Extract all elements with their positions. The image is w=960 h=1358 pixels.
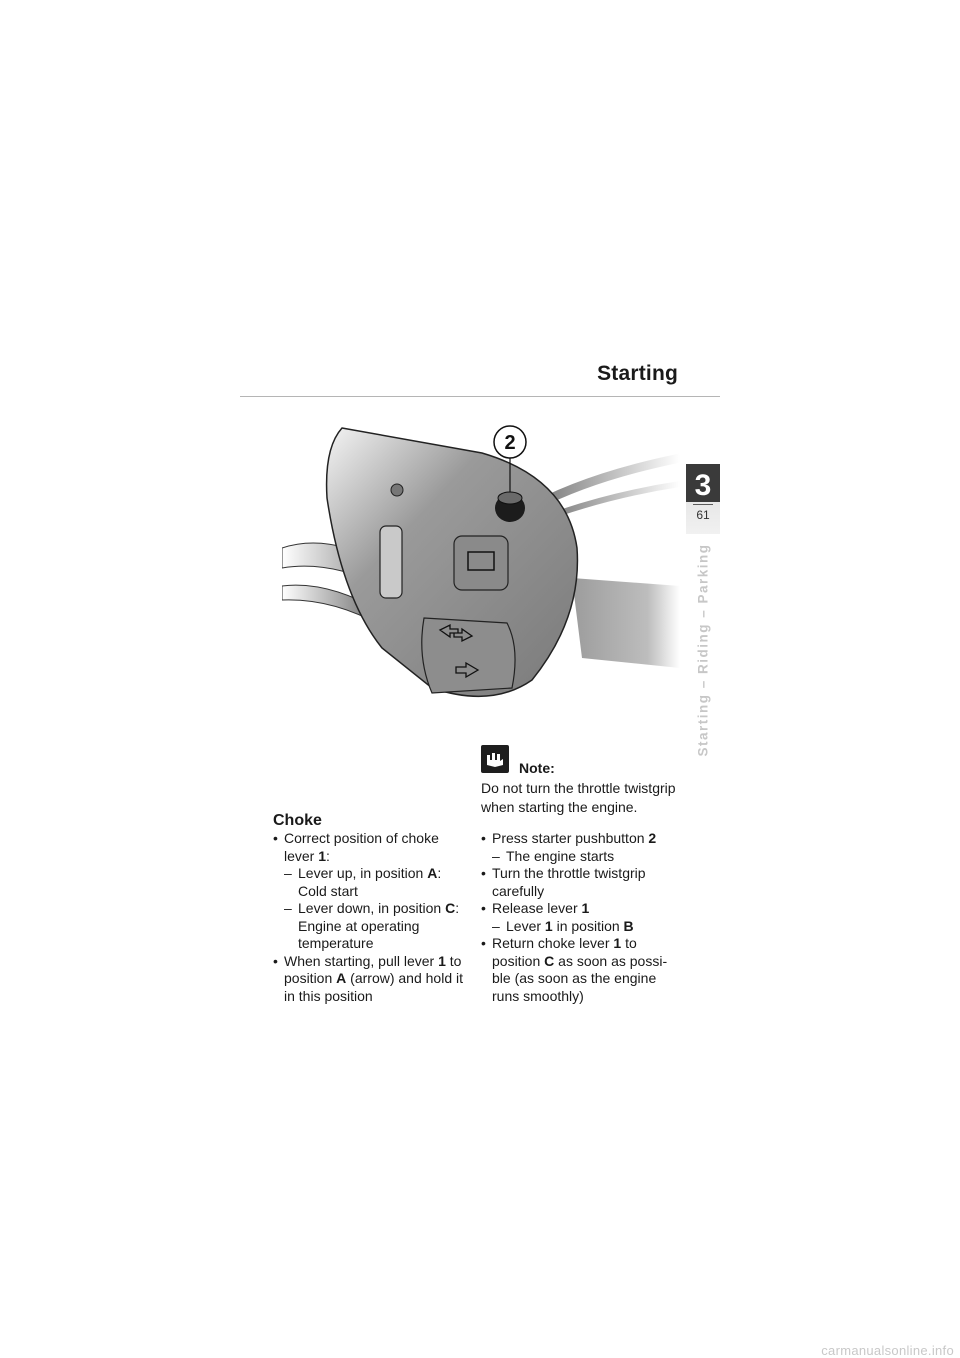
note-hand-icon — [481, 745, 509, 773]
list-item-cont: carefully — [492, 882, 545, 899]
list-item — [481, 935, 691, 953]
list-text: Correct position of choke — [284, 830, 439, 846]
list-text: Lever — [506, 917, 545, 934]
list-item-cont — [273, 970, 473, 988]
list-text: lever — [284, 847, 319, 864]
list-text: to — [621, 935, 637, 951]
list-item-cont: ble (as soon as the engine — [492, 970, 657, 986]
list-text: position — [284, 970, 337, 986]
note-text: Do not turn the throttle twistgrip when starting the engine. — [481, 780, 676, 815]
list-text: in position — [552, 917, 624, 934]
list-text: Return choke lever — [492, 935, 614, 951]
grip — [572, 578, 680, 668]
list-text: : — [437, 865, 442, 881]
ref-letter: C — [445, 900, 456, 916]
ref-number: 1 — [544, 917, 553, 934]
note-label: Note: — [519, 760, 555, 776]
list-item-cont: in this position — [284, 987, 373, 1004]
list-text: Release lever — [492, 900, 582, 916]
ref-letter: C — [544, 952, 555, 969]
list-item — [481, 900, 691, 918]
list-item — [273, 953, 473, 971]
list-text: position — [492, 952, 545, 969]
list-item — [273, 830, 473, 848]
ref-number: 1 — [438, 952, 446, 969]
list-text: When starting, pull lever — [284, 952, 439, 969]
ref-letter: B — [623, 917, 634, 934]
note-header — [481, 745, 555, 776]
list-text: (arrow) and hold it — [346, 970, 463, 986]
list-subitem — [273, 865, 473, 883]
starter-button-top — [498, 492, 522, 504]
watermark-link[interactable]: carmanualsonline.info — [821, 1343, 954, 1358]
list-subitem-cont: temperature — [298, 935, 374, 951]
ref-letter: A — [336, 970, 347, 986]
ref-number: 1 — [318, 847, 327, 864]
ref-number: 2 — [648, 830, 657, 846]
list-subitem — [481, 918, 691, 936]
list-text: to — [445, 952, 462, 969]
list-text: Lever up, in position — [298, 865, 428, 881]
turn-signal-switch — [422, 618, 515, 693]
list-item: • Turn the throttle twistgrip — [481, 865, 691, 883]
list-item — [481, 830, 691, 848]
list-subitem: – The engine starts — [481, 848, 691, 866]
chapter-tab — [686, 464, 720, 534]
section-side-label: Starting – Riding – Parking — [695, 543, 711, 757]
list-item-cont — [481, 953, 691, 971]
list-text: : — [326, 847, 330, 864]
chapter-number: 3 — [686, 464, 720, 502]
choke-instructions — [273, 830, 473, 1005]
tab-separator — [693, 504, 713, 505]
list-text: : — [455, 900, 460, 916]
header-rule — [240, 396, 720, 397]
starting-steps — [481, 830, 691, 1005]
page-number: 61 — [696, 508, 710, 522]
choke-lever — [380, 526, 402, 598]
list-text: Press starter pushbutton — [492, 830, 649, 846]
list-item-cont — [273, 848, 473, 866]
callout-label: 2 — [504, 432, 516, 454]
ref-number: 1 — [581, 900, 590, 916]
list-item-cont: runs smoothly) — [492, 987, 584, 1004]
list-subitem — [273, 900, 473, 918]
list-subitem-cont: Cold start — [298, 882, 358, 899]
ref-number: 1 — [613, 935, 622, 951]
heated-grip-switch — [454, 536, 508, 590]
page-title: Starting — [597, 362, 678, 385]
handlebar-switch-photo — [282, 418, 680, 720]
ref-letter: A — [427, 865, 438, 881]
list-text: Lever down, in position — [298, 900, 446, 916]
housing-screw — [391, 484, 403, 496]
list-text: as soon as possi- — [554, 952, 668, 969]
section-heading-choke: Choke — [273, 812, 322, 829]
list-subitem-cont: Engine at operating — [298, 917, 420, 934]
